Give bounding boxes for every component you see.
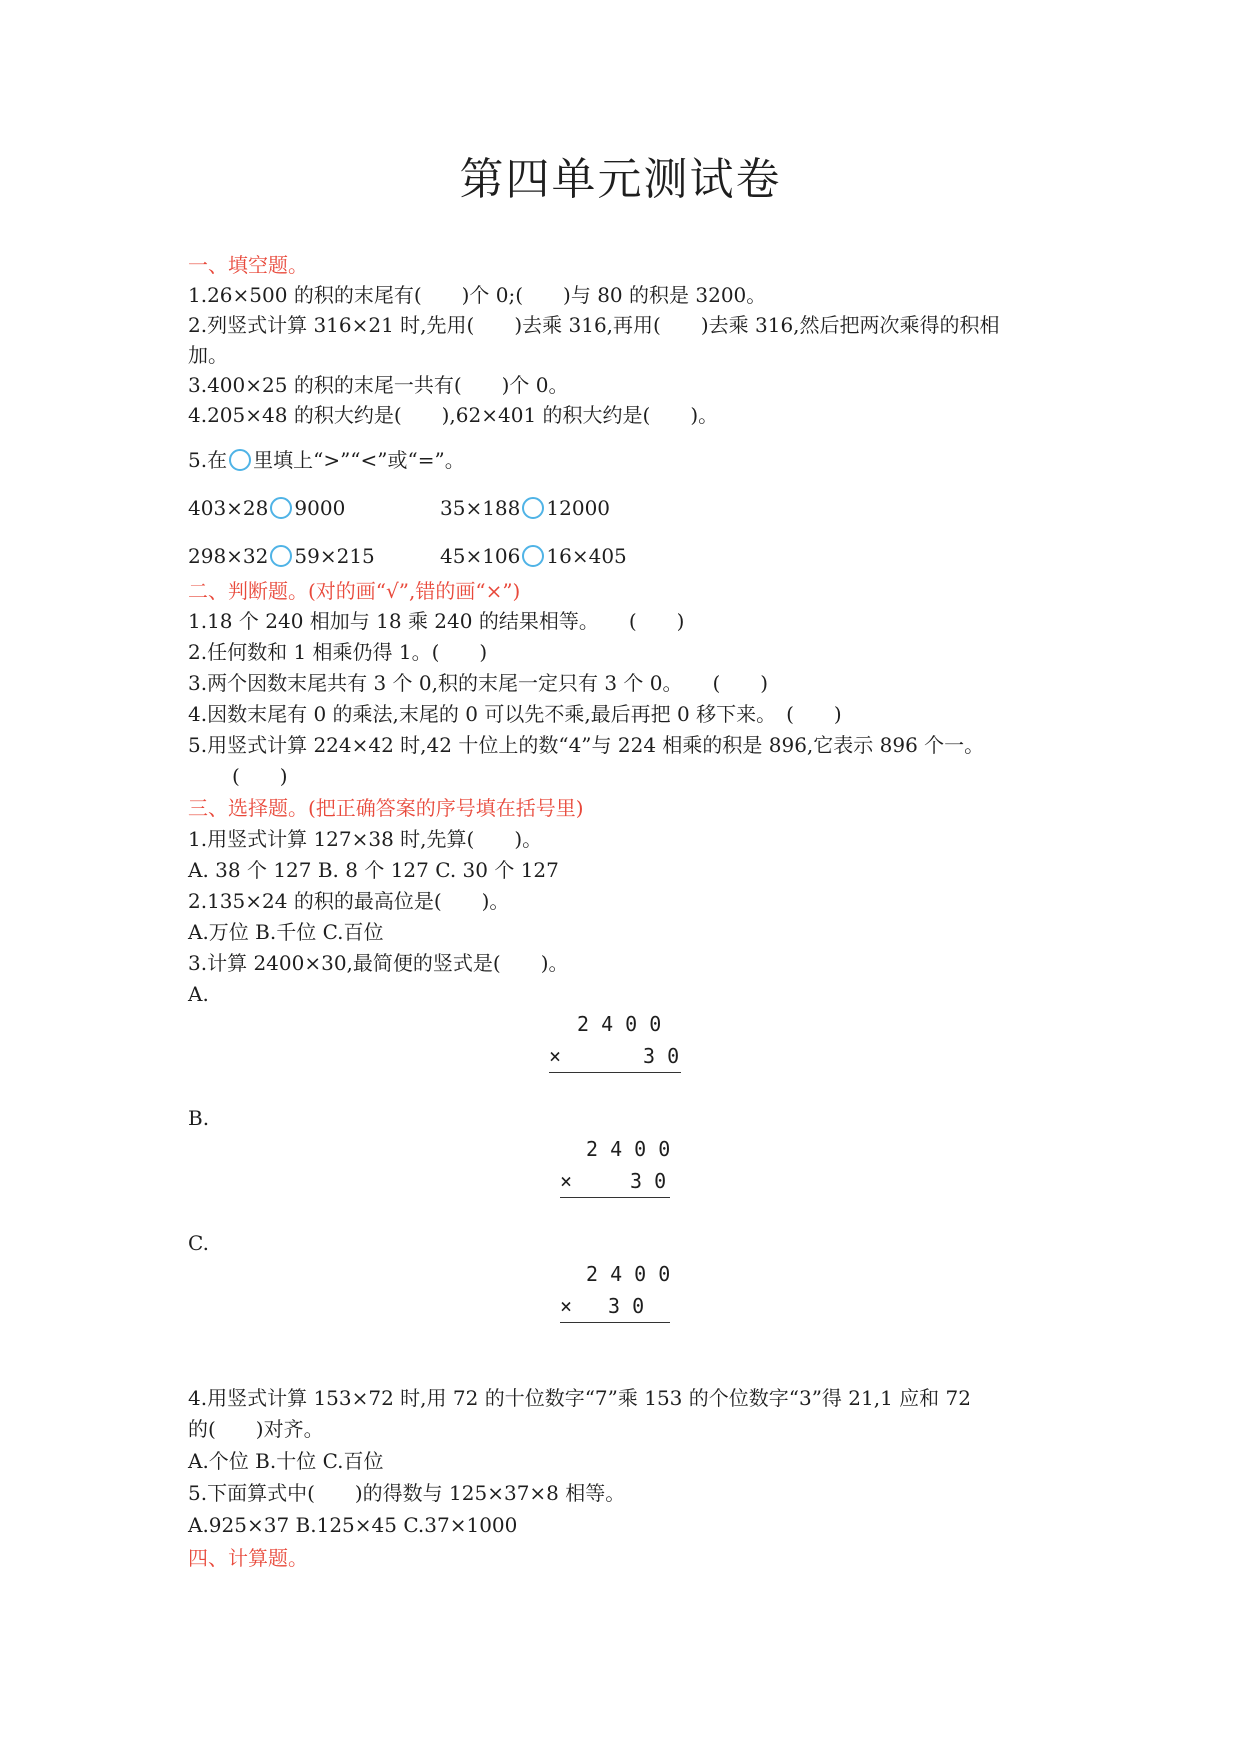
compare-circle-icon[interactable] (522, 545, 544, 567)
compare-left: 45×106 (440, 544, 521, 568)
s2-question-4: 4.因数末尾有 0 的乘法,末尾的 0 可以先不乘,最后再把 0 移下来。 ( ) (188, 702, 842, 726)
compare-left: 298×32 (188, 544, 269, 568)
times-sign: × (560, 1169, 573, 1193)
s3-question-4-line-1: 4.用竖式计算 153×72 时,用 72 的十位数字“7”乘 153 的个位数字“3”得 21,1 应和 72 (188, 1386, 971, 1410)
s2-question-5-line-2: ( ) (232, 764, 288, 788)
s3-question-1-options: A. 38 个 127 B. 8 个 127 C. 30 个 127 (188, 858, 559, 882)
compare-left: 35×188 (440, 496, 521, 520)
page-title: 第四单元测试卷 (459, 154, 782, 205)
calc-a-bottom: 3 0 (643, 1044, 680, 1068)
s3-question-5: 5.下面算式中( )的得数与 125×37×8 相等。 (188, 1481, 626, 1505)
s3-q3-option-c-label: C. (188, 1231, 209, 1255)
section-heading-calculation: 四、计算题。 (188, 1546, 308, 1570)
s1-q5-prefix: 5.在 (188, 448, 228, 472)
section-heading-fill-blank: 一、填空题。 (188, 253, 308, 277)
vertical-calc-b (560, 1133, 670, 1198)
section-heading-choice: 三、选择题。(把正确答案的序号填在括号里) (188, 796, 584, 820)
times-sign: × (549, 1044, 562, 1068)
compare-right: 9000 (294, 496, 346, 520)
compare-right: 59×215 (294, 544, 375, 568)
section-heading-true-false: 二、判断题。(对的画“√”,错的画“×”) (188, 579, 521, 603)
s1-q5-suffix: 里填上“>”“<”或“=”。 (253, 448, 465, 472)
compare-circle-icon[interactable] (270, 545, 292, 567)
s3-q3-option-b-label: B. (188, 1106, 210, 1130)
s3-question-3: 3.计算 2400×30,最简便的竖式是( )。 (188, 951, 569, 975)
compare-right: 12000 (546, 496, 611, 520)
compare-circle-icon[interactable] (522, 497, 544, 519)
s1-question-5 (188, 445, 465, 475)
vertical-calc-a (549, 1008, 681, 1073)
s3-question-2: 2.135×24 的积的最高位是( )。 (188, 889, 510, 913)
s1-question-1: 1.26×500 的积的末尾有( )个 0;( )与 80 的积是 3200。 (188, 283, 767, 307)
compare-item-2 (440, 493, 610, 523)
calc-a-top: 2 4 0 0 (577, 1012, 662, 1036)
compare-item-4 (440, 541, 627, 571)
s1-question-4: 4.205×48 的积大约是( ),62×401 的积大约是( )。 (188, 403, 719, 427)
s3-question-2-options: A.万位 B.千位 C.百位 (188, 920, 384, 944)
s1-question-2-line-2: 加。 (188, 343, 228, 367)
calc-c-top: 2 4 0 0 (586, 1262, 671, 1286)
calc-b-top: 2 4 0 0 (586, 1137, 671, 1161)
compare-left: 403×28 (188, 496, 269, 520)
s1-question-2-line-1: 2.列竖式计算 316×21 时,先用( )去乘 316,再用( )去乘 316,然后把两次乘得的积相 (188, 313, 1000, 337)
s2-question-1: 1.18 个 240 相加与 18 乘 240 的结果相等。 ( ) (188, 609, 685, 633)
compare-circle-icon[interactable] (270, 497, 292, 519)
s1-question-3: 3.400×25 的积的末尾一共有( )个 0。 (188, 373, 569, 397)
calc-c-bottom: 3 0 (608, 1294, 645, 1318)
s3-question-5-options: A.925×37 B.125×45 C.37×1000 (188, 1513, 518, 1537)
vertical-calc-c (560, 1258, 670, 1323)
compare-item-3 (188, 541, 375, 571)
times-sign: × (560, 1294, 573, 1318)
compare-right: 16×405 (546, 544, 627, 568)
calc-b-bottom: 3 0 (630, 1169, 667, 1193)
compare-circle-icon (229, 449, 251, 471)
s3-question-1: 1.用竖式计算 127×38 时,先算( )。 (188, 827, 543, 851)
s2-question-5-line-1: 5.用竖式计算 224×42 时,42 十位上的数“4”与 224 相乘的积是 896,它表示 896 个一。 (188, 733, 985, 757)
s3-question-4-line-2: 的( )对齐。 (188, 1417, 324, 1441)
s2-question-2: 2.任何数和 1 相乘仍得 1。( ) (188, 640, 488, 664)
s3-q3-option-a-label: A. (188, 982, 209, 1006)
s3-question-4-options: A.个位 B.十位 C.百位 (188, 1449, 384, 1473)
compare-item-1 (188, 493, 345, 523)
s2-question-3: 3.两个因数末尾共有 3 个 0,积的末尾一定只有 3 个 0。 ( ) (188, 671, 769, 695)
